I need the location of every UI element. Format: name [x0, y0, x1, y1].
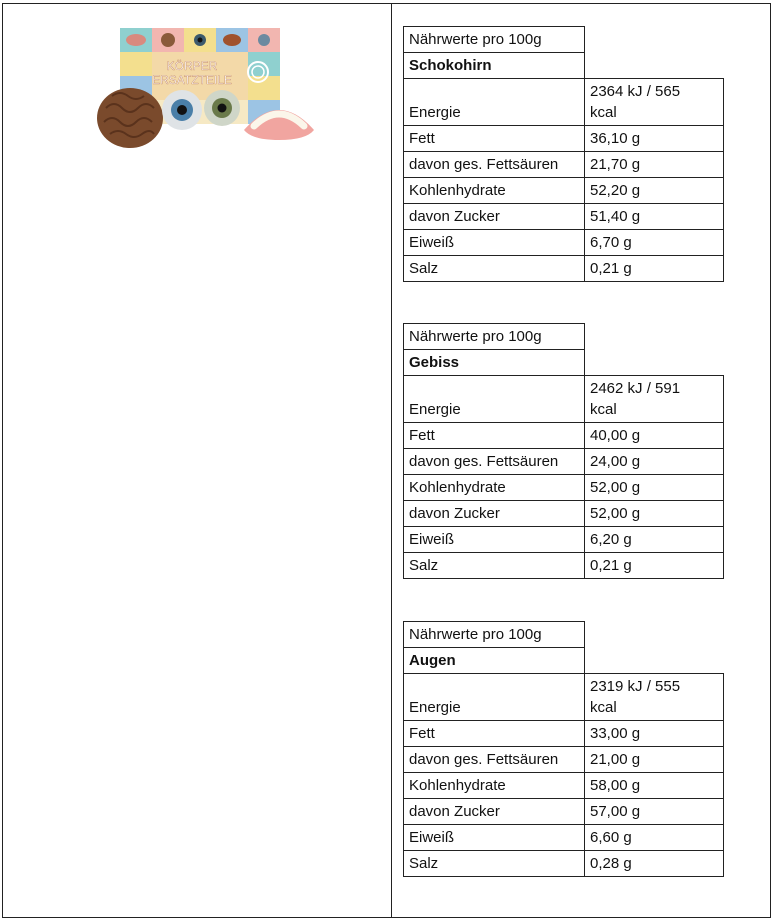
table-row: Eiweiß 6,20 g: [404, 527, 724, 553]
energy-value: 2462 kJ / 591 kcal: [585, 376, 724, 423]
energy-label: Energie: [404, 376, 585, 423]
table-row: Kohlenhydrate 52,00 g: [404, 475, 724, 501]
product-name: Gebiss: [404, 350, 585, 376]
table-row: Salz 0,21 g: [404, 256, 724, 282]
table-row: davon Zucker 52,00 g: [404, 501, 724, 527]
table-row: davon ges. Fettsäuren 21,00 g: [404, 747, 724, 773]
energy-label: Energie: [404, 79, 585, 126]
table-row: davon ges. Fettsäuren 21,70 g: [404, 152, 724, 178]
table-row: davon ges. Fettsäuren 24,00 g: [404, 449, 724, 475]
table-row: Salz 0,28 g: [404, 851, 724, 877]
nutrition-table-augen: [403, 621, 724, 877]
nutrition-table-schokohirn: [403, 26, 724, 282]
column-divider: [391, 3, 392, 918]
table-row: Kohlenhydrate 52,20 g: [404, 178, 724, 204]
product-name: Augen: [404, 648, 585, 674]
table-row: davon Zucker 51,40 g: [404, 204, 724, 230]
header-label: Nährwerte pro 100g: [404, 27, 585, 53]
energy-value: 2319 kJ / 555 kcal: [585, 674, 724, 721]
product-name: Schokohirn: [404, 53, 585, 79]
table-row: Salz 0,21 g: [404, 553, 724, 579]
table-row: Kohlenhydrate 58,00 g: [404, 773, 724, 799]
header-label: Nährwerte pro 100g: [404, 324, 585, 350]
table-row: Eiweiß 6,60 g: [404, 825, 724, 851]
table-row: Fett 40,00 g: [404, 423, 724, 449]
table-row: Eiweiß 6,70 g: [404, 230, 724, 256]
energy-label: Energie: [404, 674, 585, 721]
table-row: davon Zucker 57,00 g: [404, 799, 724, 825]
nutrition-table-gebiss: [403, 323, 724, 579]
header-label: Nährwerte pro 100g: [404, 622, 585, 648]
box-title-line1: KÖRPER: [166, 59, 218, 73]
energy-value: 2364 kJ / 565 kcal: [585, 79, 724, 126]
box-title-line2: ERSATZTEILE: [152, 73, 232, 87]
table-row: Fett 33,00 g: [404, 721, 724, 747]
product-image: [94, 26, 318, 152]
chocolate-brain: [97, 88, 163, 148]
table-row: Fett 36,10 g: [404, 126, 724, 152]
